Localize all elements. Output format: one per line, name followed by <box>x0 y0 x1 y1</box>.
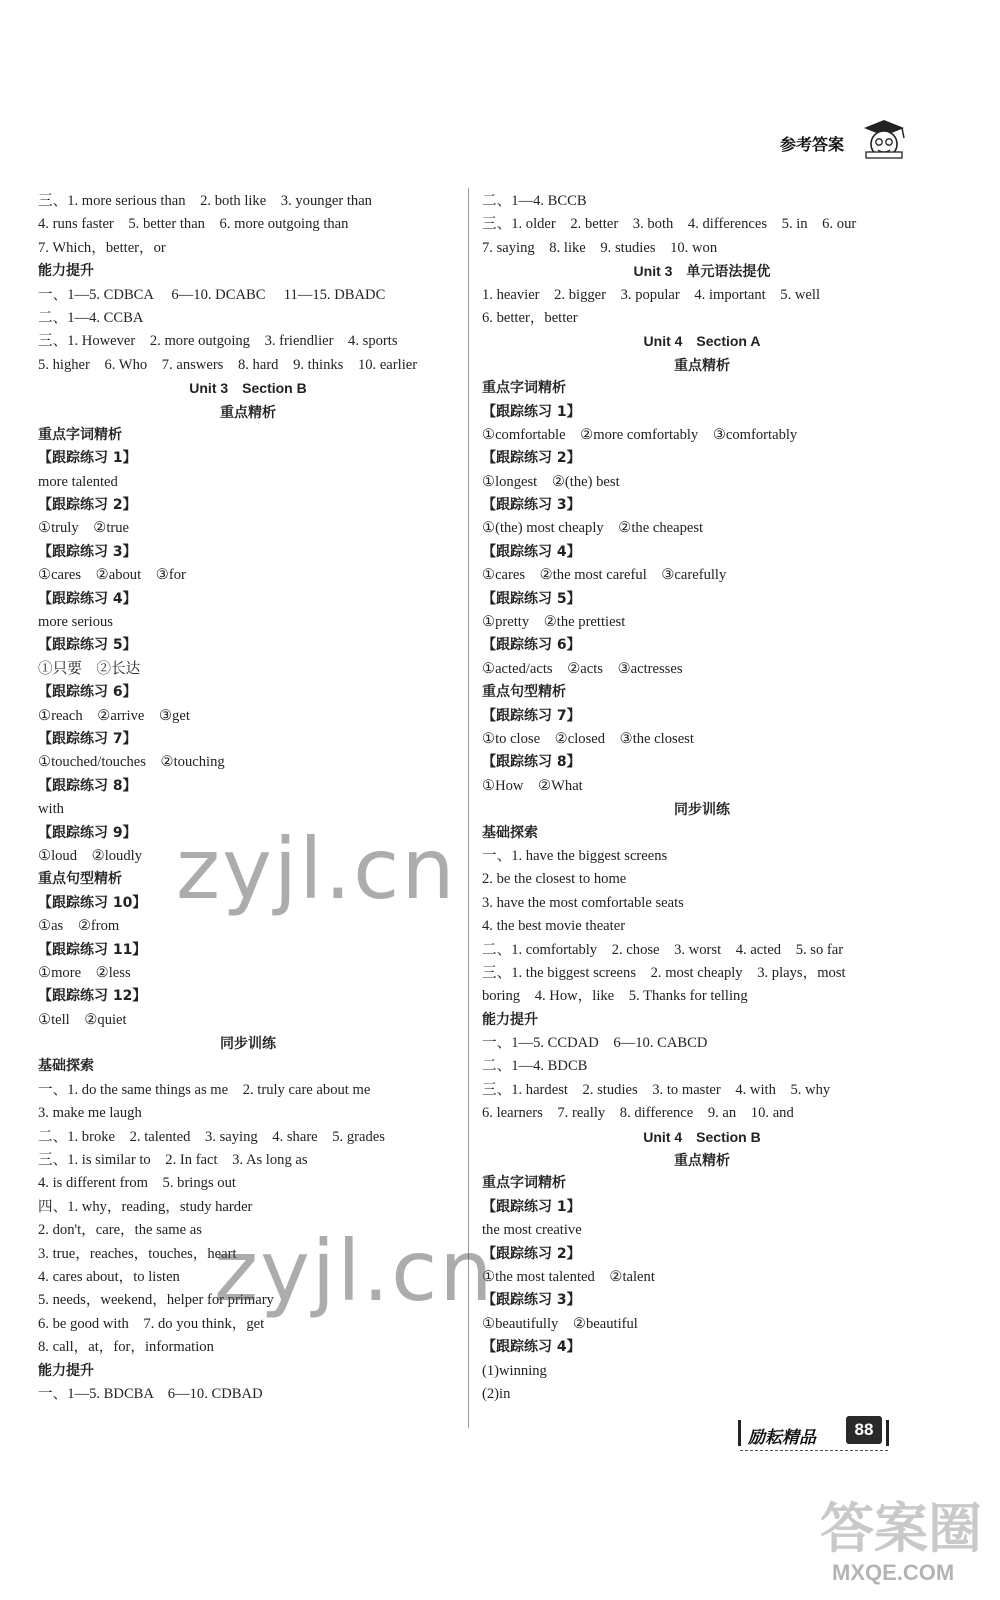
answer-line: 3. make me laugh <box>38 1105 142 1122</box>
answer-line: ①只要 ②长达 <box>38 660 141 677</box>
header-label: 参考答案 <box>780 135 845 154</box>
watermark: zyjl.cn <box>214 1222 495 1320</box>
section-heading: 同步训练 <box>674 801 730 818</box>
subheading: 【跟踪练习 10】 <box>38 894 147 911</box>
subheading: 【跟踪练习 1】 <box>482 403 581 420</box>
answer-line: 二、1—4. CCBA <box>38 309 144 326</box>
answer-line: ①comfortable ②more comfortably ③comfortably <box>482 426 798 443</box>
subheading: 【跟踪练习 3】 <box>38 543 137 560</box>
answer-line: 7. Which，better，or <box>38 239 166 256</box>
answer-line: 三、1. is similar to 2. In fact 3. As long as <box>38 1152 308 1169</box>
answer-line: 三、1. more serious than 2. both like 3. younger than <box>38 193 372 209</box>
answer-line: ①acted/acts ②acts ③actresses <box>482 660 683 677</box>
mascot-icon <box>858 118 908 160</box>
subheading: 能力提升 <box>38 263 94 280</box>
answer-line: 7. saying 8. like 9. studies 10. won <box>482 239 718 256</box>
answer-line: ①the most talented ②talent <box>482 1268 655 1285</box>
answer-line: 5. higher 6. Who 7. answers 8. hard 9. thinks 10. earlier <box>38 356 418 373</box>
subheading: 【跟踪练习 5】 <box>38 637 137 654</box>
answer-line: ①as ②from <box>38 918 120 935</box>
answer-line: ①reach ②arrive ③get <box>38 707 190 724</box>
subheading: 【跟踪练习 11】 <box>38 941 147 958</box>
answer-line: 3. true，reaches，touches，heart <box>38 1245 237 1262</box>
subheading: 【跟踪练习 3】 <box>482 1292 581 1309</box>
footer-divider <box>740 1450 888 1451</box>
answer-line: ①pretty ②the prettiest <box>482 614 626 631</box>
section-heading: 重点精析 <box>220 403 276 420</box>
footer-bar <box>738 1420 741 1446</box>
page-number: 88 <box>846 1416 882 1444</box>
answer-line: 三、1. older 2. better 3. both 4. differences 5. in 6. our <box>482 216 857 233</box>
subheading: 【跟踪练习 12】 <box>38 988 147 1005</box>
subheading: 【跟踪练习 1】 <box>38 450 137 467</box>
subheading: 【跟踪练习 9】 <box>38 824 137 841</box>
section-heading: 重点精析 <box>674 356 730 373</box>
subheading: 重点句型精析 <box>38 871 122 888</box>
answer-line: ①touched/touches ②touching <box>38 754 225 771</box>
answer-line: 二、1—4. BDCB <box>482 1058 588 1075</box>
answer-line: (2)in <box>482 1385 511 1402</box>
subheading: 【跟踪练习 2】 <box>38 497 137 514</box>
column-divider <box>468 188 469 1428</box>
answer-line: 2. don't，care，the same as <box>38 1222 202 1239</box>
answer-line: ①to close ②closed ③the closest <box>482 730 694 747</box>
subheading: 【跟踪练习 7】 <box>38 730 137 747</box>
answer-line: 三、1. hardest 2. studies 3. to master 4. with 5. why <box>482 1081 831 1098</box>
watermark: zyjl.cn <box>176 820 457 918</box>
subheading: 【跟踪练习 2】 <box>482 1245 581 1262</box>
footer-bar <box>886 1420 889 1446</box>
answer-line: 二、1. broke 2. talented 3. saying 4. share 5. grades <box>38 1128 385 1145</box>
answer-line: ①beautifully ②beautiful <box>482 1315 638 1332</box>
answer-line: 6. better，better <box>482 309 578 326</box>
answer-line: 一、1. do the same things as me 2. truly care about me <box>38 1081 371 1098</box>
answer-column-left <box>38 190 458 1406</box>
answer-line: ①cares ②about ③for <box>38 567 186 584</box>
subheading: 能力提升 <box>482 1011 538 1028</box>
answer-line: 5. needs，weekend，helper for primary <box>38 1292 274 1309</box>
answer-line: 二、1. comfortably 2. chose 3. worst 4. acted 5. so far <box>482 941 844 958</box>
subheading: 【跟踪练习 3】 <box>482 497 581 514</box>
answer-line: 一、1—5. BDCBA 6—10. CDBAD <box>38 1385 263 1402</box>
answer-line: ①cares ②the most careful ③carefully <box>482 567 727 584</box>
stamp-logo: 答案圈 <box>820 1497 982 1560</box>
answer-line: ①more ②less <box>38 964 131 981</box>
answer-column-right <box>482 190 922 1406</box>
answer-line: ①loud ②loudly <box>38 847 143 864</box>
answer-line: 4. runs faster 5. better than 6. more outgoing than <box>38 216 349 233</box>
subheading: 【跟踪练习 1】 <box>482 1198 581 1215</box>
answer-line: more talented <box>38 473 118 490</box>
section-heading: 同步训练 <box>220 1035 276 1052</box>
section-heading: Unit 3 单元语法提优 <box>633 263 771 280</box>
answer-line: 一、1—5. CDBCA 6—10. DCABC 11—15. DBADC <box>38 286 386 303</box>
answer-line: ①longest ②(the) best <box>482 473 620 490</box>
subheading: 重点句型精析 <box>482 684 566 701</box>
answer-line: 四、1. why，reading，study harder <box>38 1198 253 1215</box>
subheading: 【跟踪练习 4】 <box>482 1339 581 1356</box>
answer-line: 6. be good with 7. do you think，get <box>38 1315 265 1332</box>
answer-line: ①How ②What <box>482 777 583 794</box>
stamp-url: MXQE.COM <box>832 1560 955 1585</box>
answer-line: ①truly ②true <box>38 520 130 537</box>
answer-line: with <box>38 801 64 818</box>
answer-line: 2. be the closest to home <box>482 871 627 888</box>
answer-line: ①(the) most cheaply ②the cheapest <box>482 520 704 537</box>
subheading: 重点字词精析 <box>482 380 566 397</box>
section-heading: 重点精析 <box>674 1152 730 1169</box>
subheading: 【跟踪练习 6】 <box>38 684 137 701</box>
answer-line: 1. heavier 2. bigger 3. popular 4. important 5. well <box>482 286 821 303</box>
subheading: 【跟踪练习 4】 <box>38 590 137 607</box>
subheading: 【跟踪练习 7】 <box>482 707 581 724</box>
answer-line: 三、1. the biggest screens 2. most cheaply 3. plays，most <box>482 964 846 981</box>
subheading: 基础探索 <box>38 1058 94 1075</box>
subheading: 【跟踪练习 4】 <box>482 543 581 560</box>
section-heading: Unit 4 Section A <box>643 333 761 350</box>
answer-line: 三、1. However 2. more outgoing 3. friendlier 4. sports <box>38 333 398 350</box>
answer-line: 6. learners 7. really 8. difference 9. an 10. and <box>482 1105 794 1122</box>
subheading: 基础探索 <box>482 824 538 841</box>
subheading: 【跟踪练习 8】 <box>38 777 137 794</box>
answer-line: 8. call，at，for，information <box>38 1339 214 1356</box>
answer-line: 二、1—4. BCCB <box>482 193 587 209</box>
answer-line: 4. is different from 5. brings out <box>38 1175 236 1192</box>
subheading: 【跟踪练习 5】 <box>482 590 581 607</box>
section-heading: Unit 3 Section B <box>189 380 307 397</box>
answer-line: 4. the best movie theater <box>482 918 626 935</box>
subheading: 【跟踪练习 6】 <box>482 637 581 654</box>
subheading: 重点字词精析 <box>38 426 122 443</box>
answer-line: 一、1. have the biggest screens <box>482 847 668 864</box>
subheading: 【跟踪练习 8】 <box>482 754 581 771</box>
answer-line: 4. cares about，to listen <box>38 1268 180 1285</box>
section-heading: Unit 4 Section B <box>643 1128 761 1145</box>
answer-line: 3. have the most comfortable seats <box>482 894 684 911</box>
subheading: 能力提升 <box>38 1362 94 1379</box>
subheading: 重点字词精析 <box>482 1175 566 1192</box>
answer-line: boring 4. How，like 5. Thanks for telling <box>482 988 748 1005</box>
answer-line: 一、1—5. CCDAD 6—10. CABCD <box>482 1035 708 1052</box>
answer-line: ①tell ②quiet <box>38 1011 127 1028</box>
subheading: 【跟踪练习 2】 <box>482 450 581 467</box>
footer-brand: 励耘精品 <box>748 1428 816 1448</box>
answer-line: more serious <box>38 614 113 631</box>
answer-line: the most creative <box>482 1222 582 1239</box>
answer-line: (1)winning <box>482 1362 547 1379</box>
